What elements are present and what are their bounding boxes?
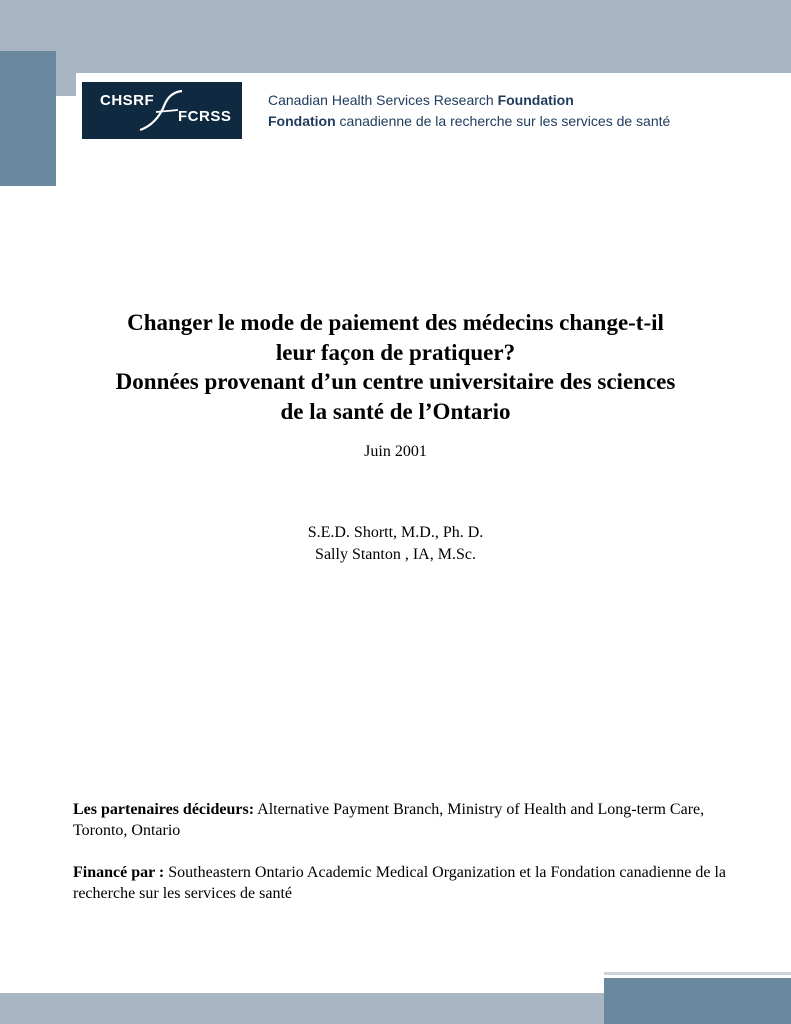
bottom-accent-block xyxy=(604,978,791,1024)
report-title xyxy=(60,308,731,426)
organization-name-french xyxy=(268,113,670,129)
left-accent-block xyxy=(0,51,56,186)
org-fr-bold: Fondation xyxy=(268,113,336,129)
bottom-decorative-line xyxy=(604,972,791,975)
title-line: de la santé de l’Ontario xyxy=(280,398,511,424)
authors xyxy=(0,522,791,566)
title-line: leur façon de pratiquer? xyxy=(275,339,516,365)
org-fr-suffix: canadienne de la recherche sur les services de santé xyxy=(335,113,671,129)
organization-name-english xyxy=(268,92,574,108)
org-en-prefix: Canadian Health Services Research xyxy=(268,92,498,108)
funding-label: Financé par : xyxy=(73,864,165,881)
top-decorative-band-notch xyxy=(56,73,76,96)
publication-date: Juin 2001 xyxy=(364,443,427,460)
chsrf-fcrss-logo xyxy=(82,82,242,139)
org-en-bold: Foundation xyxy=(497,92,574,108)
author-name: S.E.D. Shortt, M.D., Ph. D. xyxy=(307,524,484,541)
logo-chsrf-text: CHSRF xyxy=(100,92,155,109)
partners-label: Les partenaires décideurs: xyxy=(73,801,255,818)
author-name: Sally Stanton , IA, M.Sc. xyxy=(315,546,476,563)
title-line: Changer le mode de paiement des médecins change-t-il xyxy=(127,310,664,335)
title-line: Données provenant d’un centre universitaire des sciences xyxy=(115,369,676,394)
funding-text: Southeastern Ontario Academic Medical Organization et la Fondation canadienne de la recherche sur les services de santé xyxy=(73,864,726,902)
partners-text: Alternative Payment Branch, Ministry of Health and Long-term Care, Toronto, Ontario xyxy=(73,801,705,839)
logo-fcrss-text: FCRSS xyxy=(178,108,232,125)
top-decorative-band xyxy=(0,0,791,73)
decision-partners xyxy=(73,799,733,841)
funding-statement xyxy=(73,862,733,904)
